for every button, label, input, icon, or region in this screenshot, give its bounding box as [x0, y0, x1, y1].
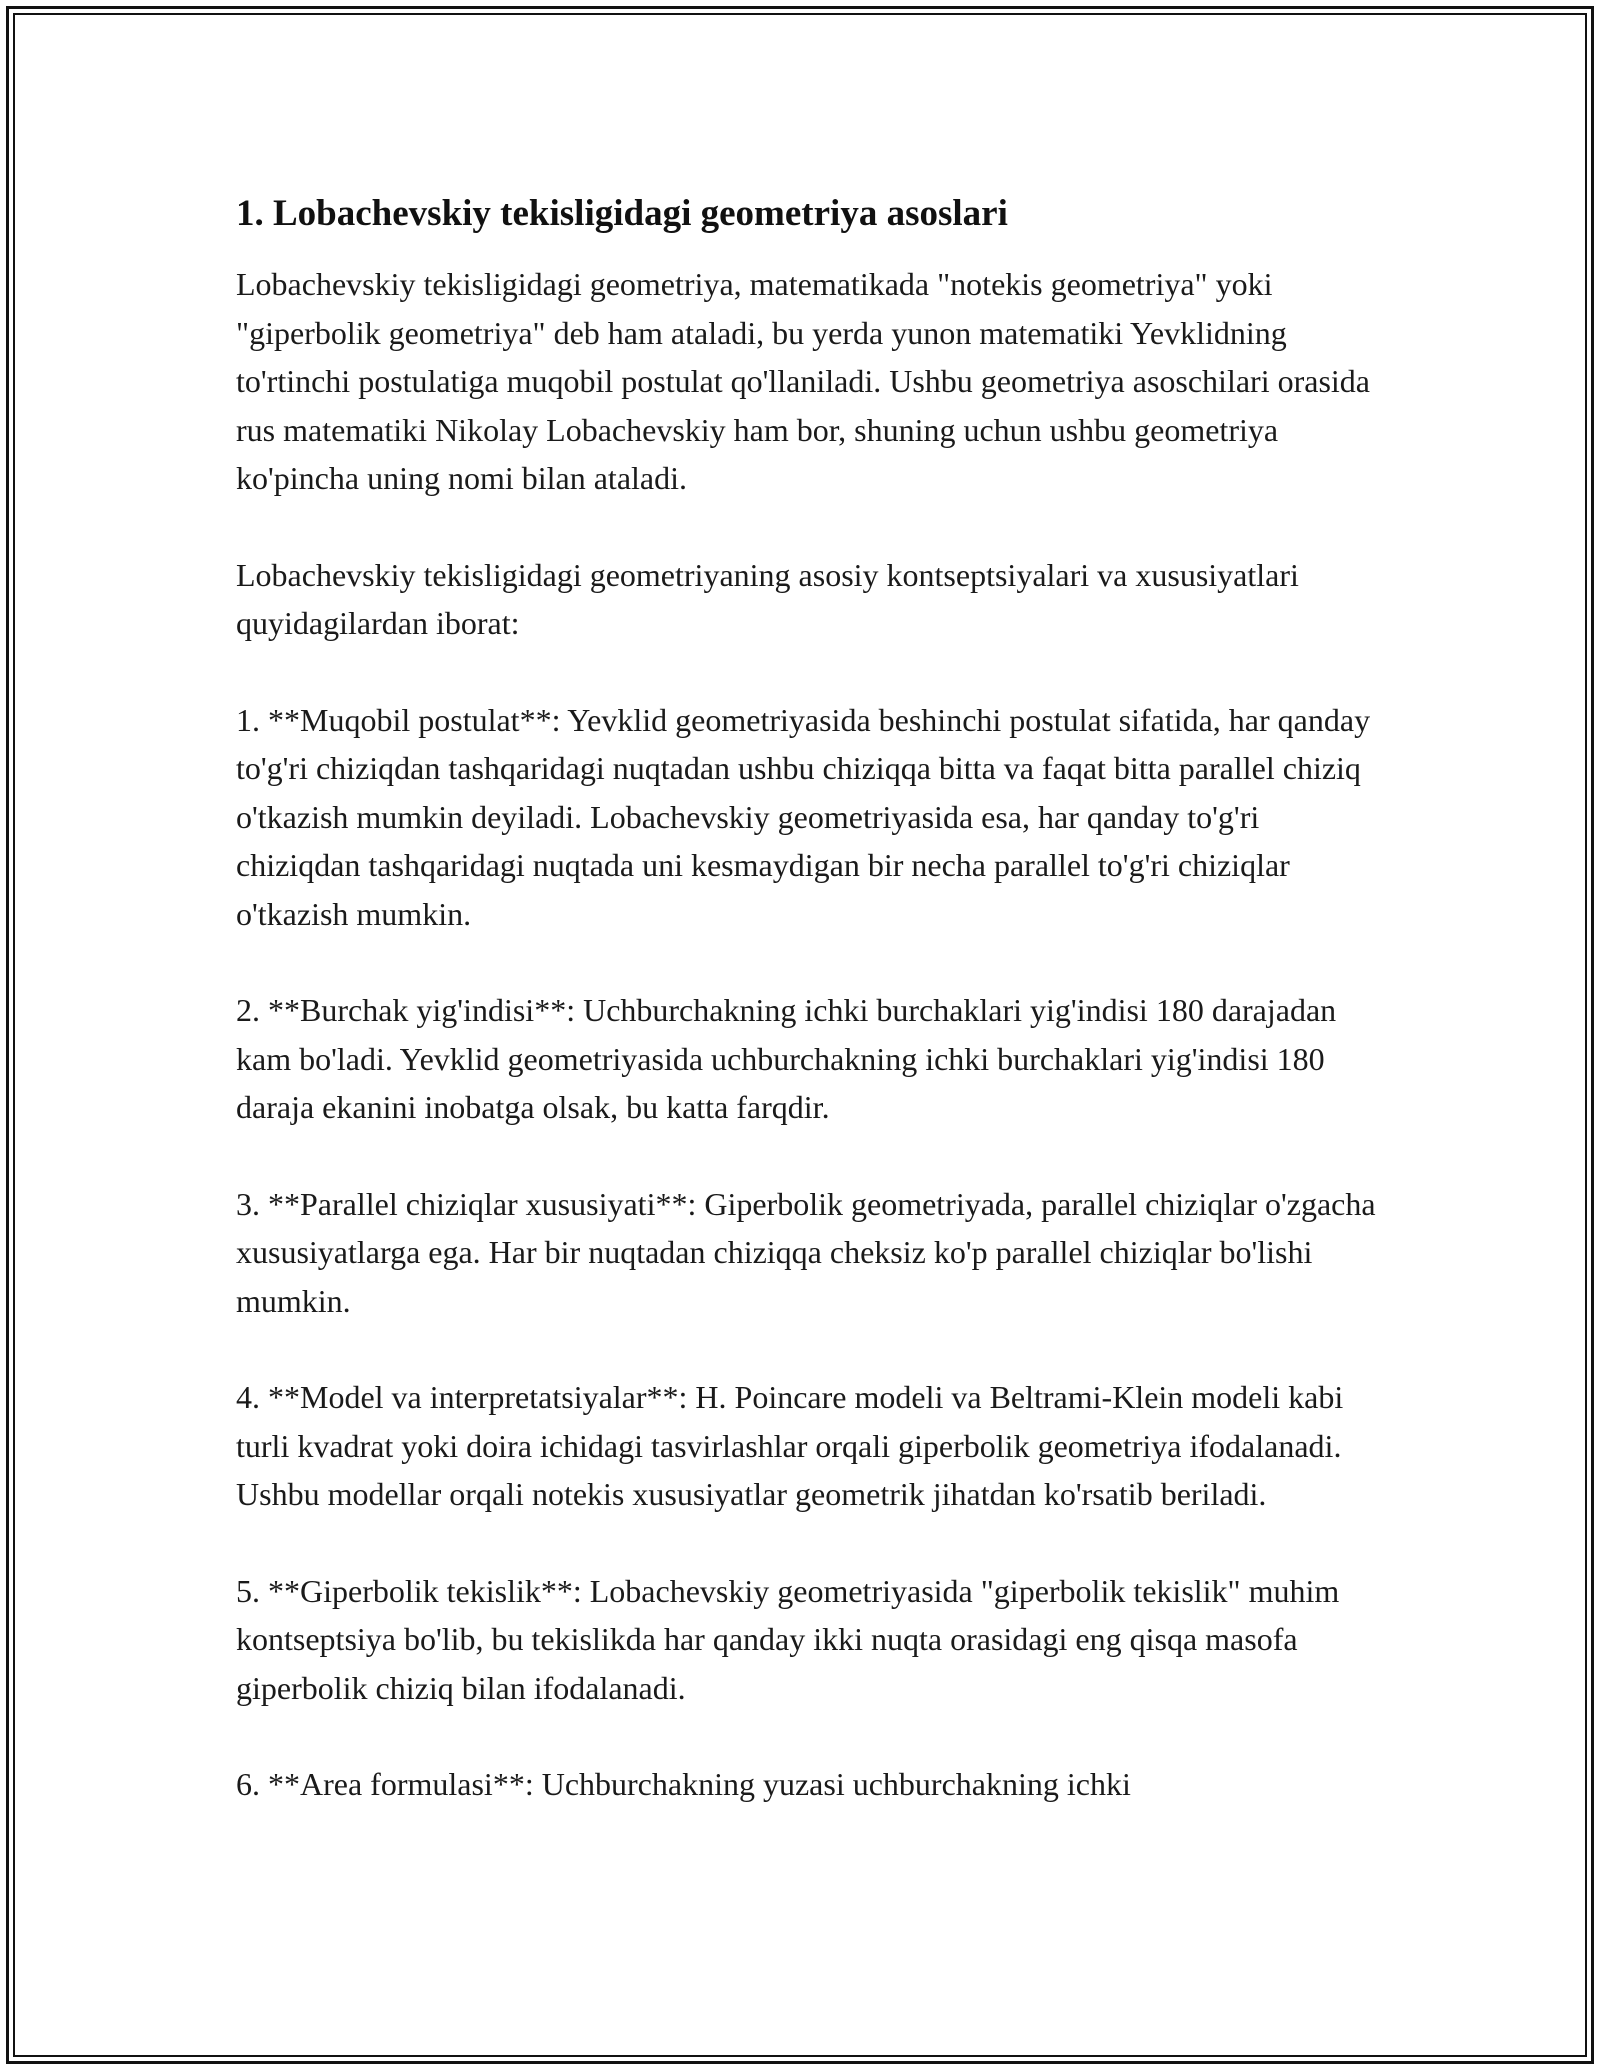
concepts-intro-paragraph: Lobachevskiy tekisligidagi geometriyaning asosiy kontseptsiyalari va xususiyatlari quyidagilardan iborat: [236, 556, 1299, 641]
list-item-alternative-postulate: 1. **Muqobil postulat**: Yevklid geometriyasida beshinchi postulat sifatida, har qanday to'g'ri chiziqdan tashqaridagi nuqtadan ushbu chiziqqa bitta va faqat bitta parallel chiziq o'tkazish mumkin deyiladi. Lobachevskiy geometriyasida esa, har qanday to'g'ri chiziqdan tashqaridagi nuqtada uni kesmaydigan bir necha parallel to'g'ri chiziqlar o'tkazish mumkin. [236, 701, 1371, 932]
list-item-area-formula: 6. **Area formulasi**: Uchburchakning yuzasi uchburchakning ichki [236, 1766, 1131, 1802]
intro-paragraph: Lobachevskiy tekisligidagi geometriya, matematikada "notekis geometriya" yoki "giperbolik geometriya" deb ham ataladi, bu yerda yunon matematiki Yevklidning to'rtinchi postulatiga muqobil postulat qo'llaniladi. Ushbu geometriya asoschilari orasida rus matematiki Nikolay Lobachevskiy ham bor, shuning uchun ushbu geometriya ko'pincha uning nomi bilan ataladi. [236, 266, 1370, 496]
section-heading: 1. Lobachevskiy tekisligidagi geometriya asoslari [236, 193, 1008, 234]
list-item-hyperbolic-plane: 5. **Giperbolik tekislik**: Lobachevskiy geometriyasida "giperbolik tekislik" muhim kontseptsiya bo'lib, bu tekislikda har qanday ikki nuqta orasidagi eng qisqa masofa giperbolik chiziq bilan ifodalanadi. [236, 1572, 1340, 1706]
list-item-parallel-lines: 3. **Parallel chiziqlar xususiyati**: Giperbolik geometriyada, parallel chiziqlar o'zgacha xususiyatlarga ega. Har bir nuqtadan chiziqqa cheksiz ko'p parallel chiziqlar bo'lishi mumkin. [236, 1185, 1376, 1319]
list-item-angle-sum: 2. **Burchak yig'indisi**: Uchburchakning ichki burchaklari yig'indisi 180 darajadan kam bo'ladi. Yevklid geometriyasida uchburchakning ichki burchaklari yig'indisi 180 daraja ekanini inobatga olsak, bu katta farqdir. [236, 992, 1337, 1125]
list-item-models: 4. **Model va interpretatsiyalar**: H. Poincare modeli va Beltrami-Klein modeli kabi turli kvadrat yoki doira ichidagi tasvirlashlar orqali giperbolik geometriya ifodalanadi. Ushbu modellar orqali notekis xususiyatlar geometrik jihatdan ko'rsatib beriladi. [236, 1379, 1344, 1512]
document-body [236, 188, 1376, 1857]
